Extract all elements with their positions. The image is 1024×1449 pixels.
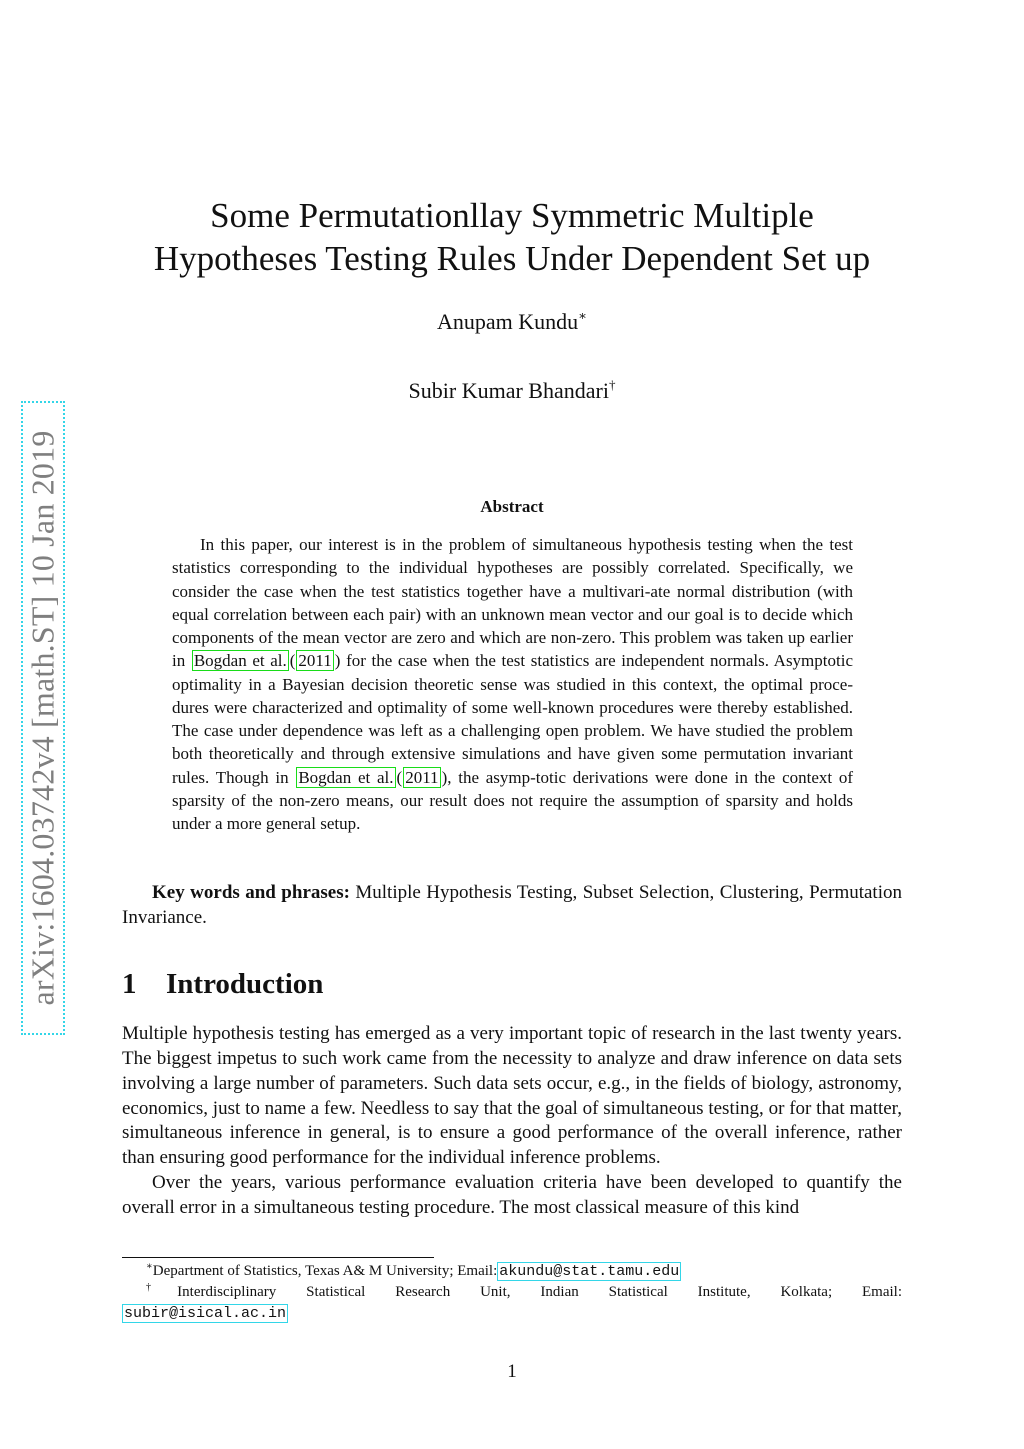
arxiv-identifier-stamp[interactable]: [21, 401, 65, 1035]
abstract-heading: Abstract: [480, 497, 544, 516]
introduction-body: [122, 1022, 902, 1221]
keywords-paragraph: [122, 880, 902, 930]
section-title: Introduction: [166, 968, 324, 1000]
citation-link-bogdan-author-1[interactable]: Bogdan et al.: [193, 651, 287, 671]
footnote-mark: †: [146, 1282, 178, 1293]
paper-title-line-1: Some Permutationllay Symmetric Multiple: [210, 196, 814, 235]
citation-close-paren-1: ): [334, 651, 341, 671]
author-footnote-mark: ∗: [578, 308, 587, 323]
email-link-akundu[interactable]: akundu@stat.tamu.edu: [499, 1263, 680, 1280]
author-name: Subir Kumar Bhandari: [408, 378, 609, 403]
abstract-text-part-3: the asymp-totic derivations were done in the context of sparsity of the non-zero means, our result does not require the assumption of sparsity and holds under a more general setup.: [172, 767, 854, 833]
author-footnote-mark: †: [608, 377, 616, 392]
footnote-email-line: [122, 1303, 288, 1324]
abstract-text-part-2: for the case when the test statistics are independent normals. Asymptotic optimality in a Bayesian decision theoretic sense was studied in this context, the optimal proce-dures were characterized and optimality of some well-known procedures were thereby established. The case under dependence was left as a challenging open problem. We have studied the problem both theoretically and through extensive simulations and have given some permutation invariant rules. Though in: [172, 651, 853, 787]
footnote-anupam-kundu: [122, 1261, 902, 1282]
abstract-text: [172, 533, 853, 835]
keywords-label: Key words and phrases:: [152, 882, 350, 903]
author-anupam-kundu: [312, 309, 712, 335]
email-link-subir[interactable]: subir@isical.ac.in: [124, 1305, 287, 1322]
footnote-affiliation: Department of Statistics, Texas A& M University; Email:: [152, 1263, 498, 1279]
paper-title-line-2: Hypotheses Testing Rules Under Dependent Set up: [153, 239, 871, 278]
author-subir-kumar-bhandari: [312, 378, 712, 404]
citation-link-bogdan-year-2[interactable]: 2011: [405, 767, 439, 787]
arxiv-identifier-text: arXiv:1604.03742v4 [math.ST] 10 Jan 2019: [24, 430, 61, 1006]
author-name: Anupam Kundu: [437, 309, 579, 334]
keywords-text: Multiple Hypothesis Testing, Subset Selection, Clustering, Permutation Invariance.: [122, 882, 902, 928]
introduction-paragraph-2: Over the years, various performance evaluation criteria have been developed to quantify the overall error in a simultaneous testing procedure. The most classical measure of this kind: [122, 1172, 902, 1218]
footnote-affiliation: Interdisciplinary Statistical Research Unit, Indian Statistical Institute, Kolkata; Email:: [177, 1284, 903, 1300]
footnote-mark: ∗: [146, 1261, 153, 1272]
citation-link-bogdan-year-1[interactable]: 2011: [298, 651, 332, 671]
page-number: 1: [507, 1361, 517, 1382]
introduction-heading: [122, 966, 323, 1002]
section-number: 1: [122, 968, 137, 1000]
paper-title: [112, 194, 912, 280]
citation-open-paren-2: (: [396, 767, 403, 787]
footnote-subir-kumar-bhandari: [122, 1282, 902, 1303]
abstract-text-part-1: In this paper, our interest is in the problem of simultaneous hypothesis testing when the test statistics corresponding to the individual hypotheses are possibly correlated. Specifically, we consider the case when the test statistics together have a multivari-ate normal distribution (with equal correlation between each pair) with an unknown mean vector and our goal is to decide which components of the mean vector are zero and which are non-zero. This problem was taken up earlier in: [172, 535, 853, 671]
footnotes: [122, 1261, 902, 1324]
citation-open-paren-1: (: [289, 651, 296, 671]
introduction-paragraph-1: Multiple hypothesis testing has emerged as a very important topic of research in the last twenty years. The biggest impetus to such work came from the necessity to analyze and draw inference on data sets involving a large number of parameters. Such data sets occur, e.g., in the fields of biology, astronomy, economics, just to name a few. Needless to say that the goal of simultaneous testing, or for that matter, simultaneous inference in general, is to ensure a good performance of the overall inference, rather than ensuring good performance for the individual inference problems.: [122, 1023, 902, 1169]
citation-close-paren-2: ),: [441, 767, 452, 787]
footnote-divider: [122, 1257, 434, 1258]
citation-link-bogdan-author-2[interactable]: Bogdan et al.: [298, 767, 394, 787]
